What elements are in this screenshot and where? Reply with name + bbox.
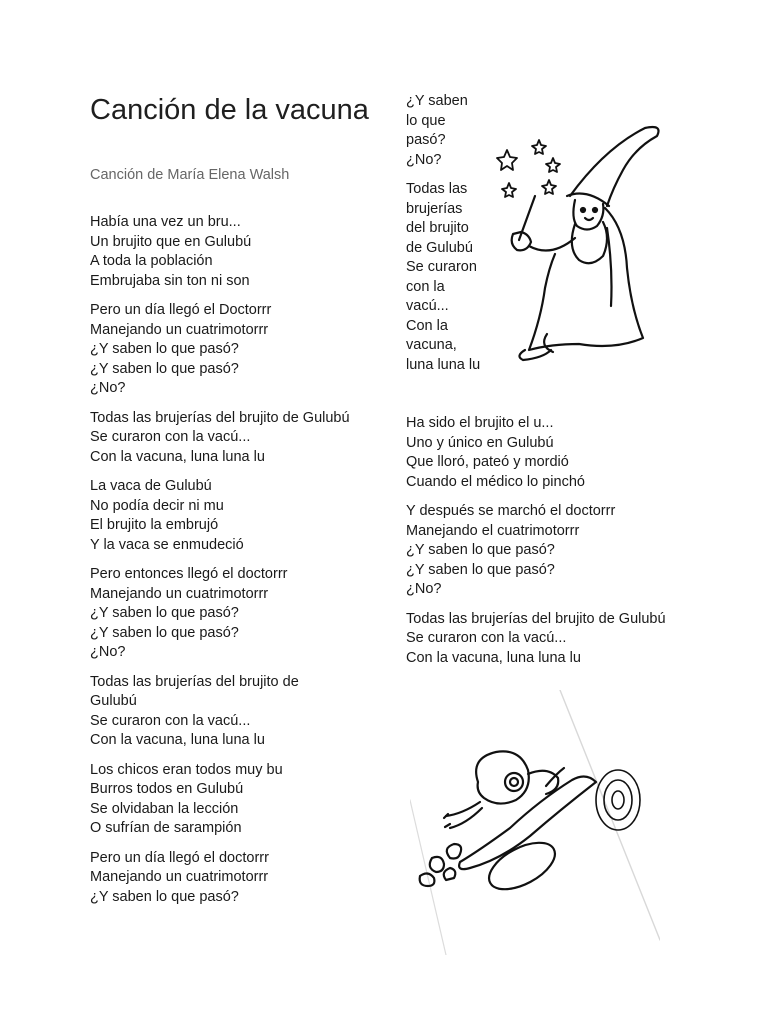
lyric-line: Los chicos eran todos muy bu	[90, 761, 283, 778]
lyric-line: ¿Y saben lo que pasó?	[90, 341, 239, 357]
lyric-line: ¿No?	[406, 581, 442, 597]
lyric-line: Manejando el cuatrimotorrr	[406, 522, 580, 539]
lyric-line: No podía decir ni mu	[90, 497, 224, 514]
pilot-plane-icon	[410, 690, 660, 955]
stanza	[90, 213, 390, 291]
lyric-line: vacú...	[406, 298, 449, 314]
stanza	[406, 180, 496, 375]
stanza	[406, 610, 706, 669]
stanza	[90, 849, 390, 908]
stanza	[90, 301, 390, 399]
lyric-line: Todas las brujerías del brujito de Gulubú	[90, 409, 350, 426]
stanza	[90, 477, 390, 555]
lyric-line: Había una vez un bru...	[90, 214, 241, 230]
lyric-line: Manejando un cuatrimotorrr	[90, 869, 269, 885]
lyric-line: Pero un día llegó el doctorrr	[90, 849, 269, 866]
lyric-line: Se curaron con la vacú...	[406, 630, 567, 646]
lyric-line: A toda la población	[90, 253, 213, 269]
lyric-line: El brujito la embrujó	[90, 517, 219, 533]
lyric-line: ¿Y saben lo que pasó?	[90, 624, 239, 641]
lyrics-right-bottom-column	[406, 414, 706, 678]
lyric-line: O sufrían de sarampión	[90, 820, 242, 836]
lyric-line: luna luna lu	[406, 356, 481, 373]
lyric-line: con la	[406, 278, 445, 295]
lyric-line: ¿Y saben lo que pasó?	[90, 888, 239, 905]
lyric-line: Se curaron	[406, 259, 477, 275]
lyric-line: Pero un día llegó el Doctorrr	[90, 302, 272, 318]
lyric-line: Embrujaba sin ton ni son	[90, 272, 250, 289]
lyric-line: Con la vacuna, luna luna lu	[90, 448, 265, 465]
lyric-line: ¿No?	[406, 151, 442, 168]
stanza	[90, 565, 390, 663]
lyric-line: Todas las brujerías del brujito de Gulubú	[406, 610, 666, 627]
lyric-line: del brujito	[406, 220, 469, 236]
lyric-line: ¿Y saben	[406, 93, 468, 109]
lyric-line: Se curaron con la vacú...	[90, 712, 251, 729]
stanza	[90, 761, 390, 839]
lyric-line: Y la vaca se enmudeció	[90, 536, 244, 553]
lyric-line: Se curaron con la vacú...	[90, 429, 251, 445]
wizard-icon	[495, 88, 665, 368]
lyrics-left-column	[90, 213, 390, 917]
stanza	[406, 414, 706, 492]
page-title: Canción de la vacuna	[90, 94, 369, 126]
lyric-line: Manejando un cuatrimotorrr	[90, 585, 269, 602]
lyric-line: Todas las	[406, 181, 468, 197]
lyric-line: pasó?	[406, 132, 446, 148]
lyric-line: ¿No?	[90, 380, 126, 396]
lyric-line: de Gulubú	[406, 239, 473, 256]
lyric-line: Se olvidaban la lección	[90, 800, 239, 817]
lyric-line: Un brujito que en Gulubú	[90, 233, 252, 250]
lyric-line: Pero entonces llegó el doctorrr	[90, 566, 288, 582]
lyric-line: Con la vacuna, luna luna lu	[90, 732, 265, 748]
lyric-line: lo que	[406, 112, 446, 129]
lyric-line: ¿Y saben lo que pasó?	[406, 542, 555, 558]
lyric-line: brujerías	[406, 200, 463, 217]
lyric-line: ¿Y saben lo que pasó?	[90, 360, 239, 377]
page-subtitle: Canción de María Elena Walsh	[90, 167, 290, 183]
lyric-line: ¿Y saben lo que pasó?	[406, 561, 555, 578]
stanza	[406, 92, 496, 170]
lyrics-right-top-column	[406, 92, 496, 385]
stanza	[90, 673, 390, 751]
stanza	[90, 409, 390, 468]
lyric-line: ¿Y saben lo que pasó?	[90, 605, 239, 621]
lyric-line: Uno y único en Gulubú	[406, 434, 554, 451]
lyric-line: ¿No?	[90, 644, 126, 660]
lyric-line: Manejando un cuatrimotorrr	[90, 321, 269, 338]
lyric-line: Y después se marchó el doctorrr	[406, 503, 616, 519]
lyric-line: Ha sido el brujito el u...	[406, 415, 554, 431]
lyric-line: Todas las brujerías del brujito de	[90, 673, 299, 690]
lyric-line: vacuna,	[406, 337, 457, 353]
lyric-line: La vaca de Gulubú	[90, 478, 212, 494]
lyric-line: Que lloró, pateó y mordió	[406, 454, 569, 470]
lyric-line: Gulubú	[90, 693, 137, 709]
lyric-line: Cuando el médico lo pinchó	[406, 473, 585, 490]
lyric-line: Con la	[406, 317, 448, 334]
lyric-line: Con la vacuna, luna luna lu	[406, 649, 581, 666]
lyric-line: Burros todos en Gulubú	[90, 781, 244, 797]
stanza	[406, 502, 706, 600]
